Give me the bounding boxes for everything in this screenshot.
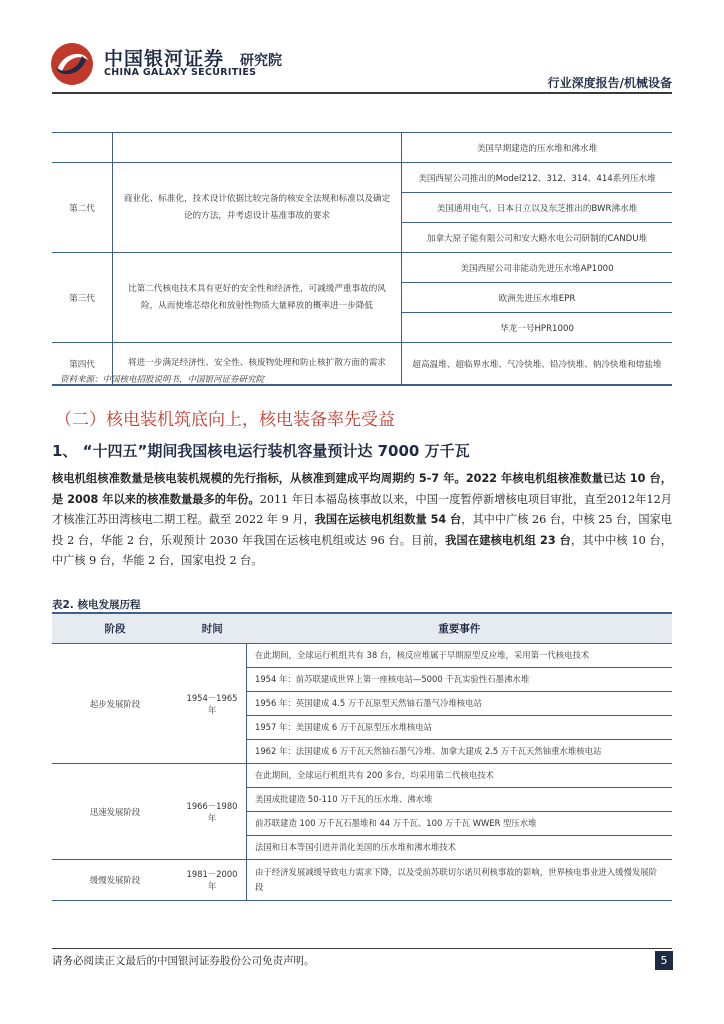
product-cell: 加拿大原子能有限公司和安大略水电公司研制的CANDU堆 (402, 223, 673, 253)
product-cell: 美国西屋公司非能动先进压水堆AP1000 (402, 253, 673, 283)
company-name-en: CHINA GALAXY SECURITIES (104, 67, 257, 78)
event-cell: 美国成批建造 50-110 万千瓦的压水堆、沸水堆 (247, 788, 673, 812)
table-row (52, 133, 672, 163)
description-cell: 商业化、标准化，技术设计依据比较完备的核安全法规和标准以及确定论的方法，并考虑设计基准事故的要求 (113, 163, 402, 253)
page-number: 5 (655, 951, 673, 970)
para-text-2: ，其中中广核 26 台，中核 25 台，国家电投 2 台，华能 2 台，乐观预计 2030 年我国在运核电机组或达 96 台。目前， (52, 513, 672, 547)
column-header: 阶段 (52, 613, 178, 644)
generation-cell (52, 133, 113, 163)
description-cell: 比第二代核电技术具有更好的安全性和经济性，可减缓严重事故的风险，从而使堆芯熔化和放射性物质大量释放的概率进一步降低 (113, 253, 402, 343)
para-bold-1: 核电机组核准数量是核电装机规模的先行指标，从核准到建成平均周期约 5-7 年。2022 年核电机组核准数量已达 10 台，是 2008 年以来的核准数量最多的年份。 (52, 472, 672, 506)
galaxy-logo-icon (50, 42, 94, 86)
event-cell: 由于经济发展减缓导致电力需求下降，以及受前苏联切尔诺贝利核事故的影响，世界核电事业进入缓慢发展阶段 (247, 860, 673, 901)
event-cell: 法国和日本等国引进并消化美国的压水堆和沸水堆技术 (247, 836, 673, 860)
table-row (52, 163, 672, 193)
description-cell (113, 133, 402, 163)
product-cell: 美国早期建造的压水堆和沸水堆 (402, 133, 673, 163)
table-row (52, 764, 672, 788)
report-category: 行业深度报告/机械设备 (547, 76, 672, 90)
para-bold-2: 我国在运核电机组数量 54 台 (314, 513, 462, 526)
stage-cell: 起步发展阶段 (52, 644, 178, 764)
product-cell: 华龙一号HPR1000 (402, 313, 673, 343)
institute-label: 研究院 (240, 53, 282, 69)
column-header: 重要事件 (247, 613, 673, 644)
para-bold-3: 我国在建核电机组 23 台 (445, 533, 572, 547)
period-cell: 1981－2000 年 (178, 860, 247, 901)
event-cell: 前苏联建造 100 万千瓦石墨堆和 44 万千瓦、100 万千瓦 WWER 型压水堆 (247, 812, 673, 836)
body-paragraph (52, 469, 672, 572)
para-text-1: 2011 年日本福岛核事故以来，中国一度暂停新增核电项目审批，直至2012年12月才核准江苏田湾核电二期工程。截至 2022 年 9 月， (52, 492, 672, 526)
footer-rule (52, 948, 672, 949)
product-cell: 美国西屋公司推出的Model212、312、314、414系列压水堆 (402, 163, 673, 193)
para-text-3: ，其中中核 10 台，中广核 9 台，华能 2 台，国家电投 2 台。 (52, 533, 672, 567)
column-header: 时间 (178, 613, 247, 644)
event-cell: 在此期间，全球运行机组共有 200 多台，均采用第二代核电技术 (247, 764, 673, 788)
product-cell: 欧洲先进压水堆EPR (402, 283, 673, 313)
generation-cell: 第四代 (52, 343, 113, 386)
company-name-cn: 中国银河证券 (104, 48, 225, 70)
stage-cell: 迅速发展阶段 (52, 764, 178, 860)
event-cell: 1954 年：前苏联建成世界上第一座核电站—5000 千瓦实验性石墨沸水堆 (247, 668, 673, 692)
header-rule (52, 92, 672, 94)
product-cell: 美国通用电气、日本日立以及东芝推出的BWR沸水堆 (402, 193, 673, 223)
description-cell: 将进一步满足经济性、安全性、核废物处理和防止核扩散方面的需求 (113, 343, 402, 386)
footer-disclaimer: 请务必阅读正文最后的中国银河证券股份公司免责声明。 (52, 955, 315, 967)
product-cell: 超高温堆、超临界水堆、气冷快堆、铅冷快堆、钠冷快堆和熔盐堆 (402, 343, 673, 386)
period-cell: 1966－1980 年 (178, 764, 247, 860)
subsection-heading: 1、 “十四五”期间我国核电运行装机容量预计达 7000 万千瓦 (52, 442, 470, 460)
event-cell: 1962 年：法国建成 6 万千瓦天然铀石墨气冷堆、加拿大建成 2.5 万千瓦天然铀重水堆核电站 (247, 740, 673, 764)
table-source-note: 资料来源：中国核电招股说明书，中国银河证券研究院 (60, 375, 265, 385)
nuclear-generation-table (52, 132, 672, 386)
period-cell: 1954－1965 年 (178, 644, 247, 764)
table-row (52, 644, 672, 668)
section-heading: （二）核电装机筑底向上，核电装备率先受益 (55, 410, 395, 430)
nuclear-history-table (52, 612, 672, 901)
table-caption: 表2. 核电发展历程 (52, 599, 141, 611)
table-row (52, 253, 672, 283)
event-cell: 在此期间，全球运行机组共有 38 台，核反应堆属于早期原型反应堆，采用第一代核电技术 (247, 644, 673, 668)
generation-cell: 第三代 (52, 253, 113, 343)
table-row (52, 860, 672, 901)
event-cell: 1956 年：英国建成 4.5 万千瓦原型天然铀石墨气冷堆核电站 (247, 692, 673, 716)
stage-cell: 缓慢发展阶段 (52, 860, 178, 901)
generation-cell: 第二代 (52, 163, 113, 253)
table-header-row (52, 613, 672, 644)
event-cell: 1957 年：美国建成 6 万千瓦原型压水堆核电站 (247, 716, 673, 740)
